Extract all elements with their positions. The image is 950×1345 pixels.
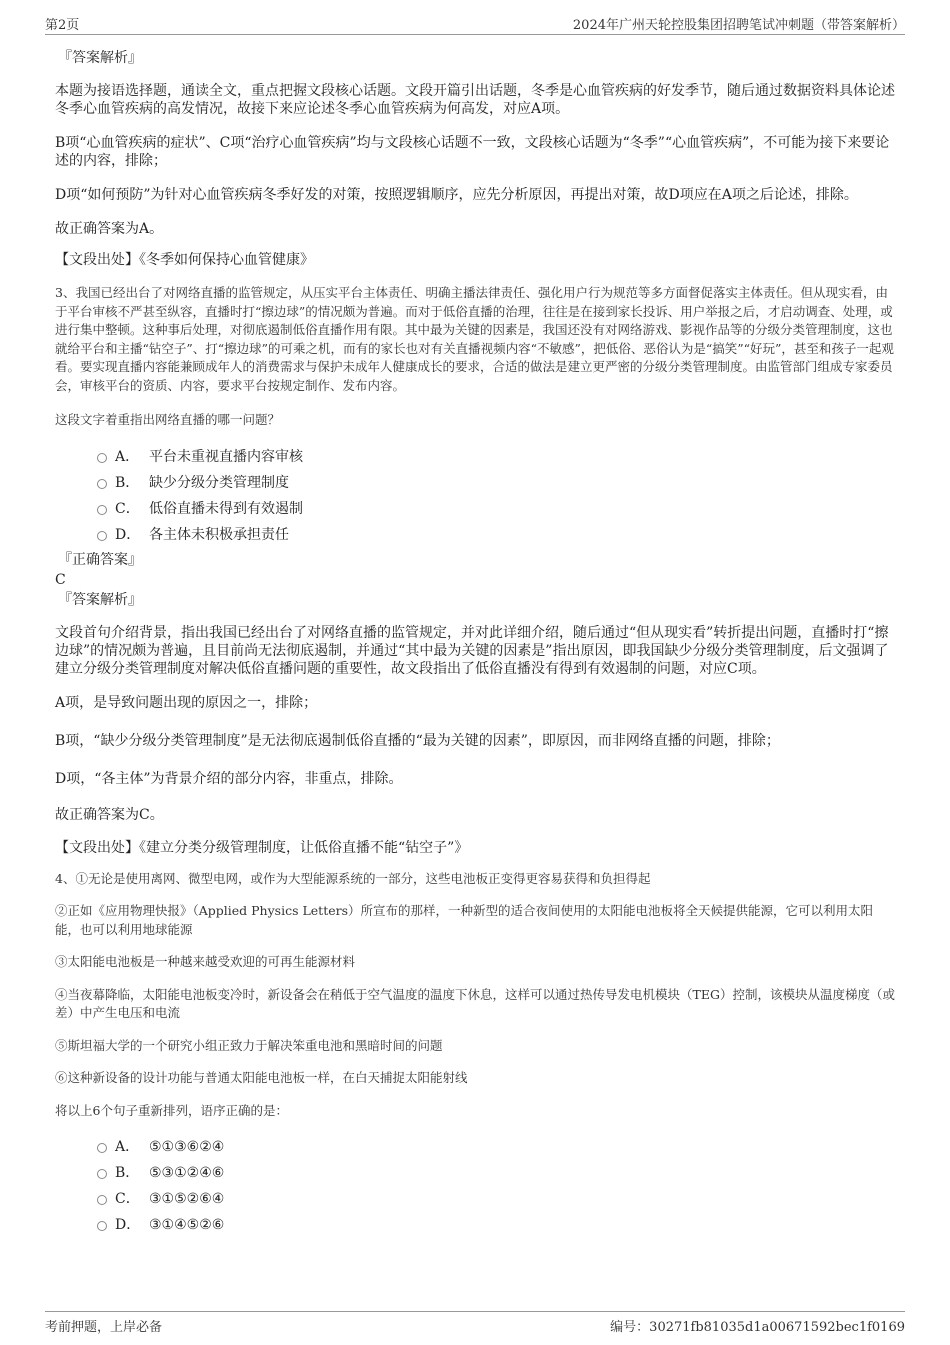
radio-icon[interactable] <box>97 1195 107 1205</box>
option-c[interactable]: C． 低俗直播未得到有效遏制 <box>97 496 895 522</box>
analysis-conclusion: 故正确答案为C。 <box>55 806 164 823</box>
analysis-label: 『答案解析』 <box>58 591 142 608</box>
option-c[interactable]: C． ③①⑤②⑥④ <box>97 1186 895 1212</box>
radio-icon[interactable] <box>97 1169 107 1179</box>
option-d[interactable]: D． 各主体未积极承担责任 <box>97 522 895 548</box>
page-content <box>55 46 895 1238</box>
sentence-3: ③太阳能电池板是一种越来越受欢迎的可再生能源材料 <box>55 954 356 969</box>
analysis-paragraph: B项，“缺少分级分类管理制度”是无法彻底遏制低俗直播的“最为关键的因素”，即原因，而非网络直播的问题，排除； <box>55 732 780 749</box>
document-title: 2024年广州天轮控股集团招聘笔试冲刺题（带答案解析） <box>572 18 905 33</box>
radio-icon[interactable] <box>97 531 107 541</box>
option-list <box>97 444 895 548</box>
option-d[interactable]: D． ③①④⑤②⑥ <box>97 1212 895 1238</box>
radio-icon[interactable] <box>97 453 107 463</box>
sentence-4: ④当夜幕降临，太阳能电池板变冷时，新设备会在稍低于空气温度的温度下休息，这样可以通过热传导发电机模块（TEG）控制，该模块从温度梯度（或差）中产生电压和电流 <box>55 986 895 1020</box>
sentence-5: ⑤斯坦福大学的一个研究小组正致力于解决笨重电池和黑暗时间的问题 <box>55 1037 443 1053</box>
page-header <box>45 14 905 35</box>
option-a[interactable]: A． 平台未重视直播内容审核 <box>97 444 895 470</box>
sentence-6: ⑥这种新设备的设计功能与普通太阳能电池板一样，在白天捕捉太阳能射线 <box>55 1070 468 1085</box>
analysis-conclusion: 故正确答案为A。 <box>55 221 164 237</box>
page-number: 第2页 <box>45 18 80 33</box>
option-list <box>97 1134 895 1238</box>
radio-icon[interactable] <box>97 1143 107 1153</box>
sentence-1: 4、①无论是使用离网、微型电网，或作为大型能源系统的一部分，这些电池板正变得更容易获得和负担得起 <box>55 870 651 886</box>
document-id: 编号：30271fb81035d1a00671592bec1f0169 <box>610 1320 905 1335</box>
sentence-2: ②正如《应用物理快报》（Applied Physics Letters）所宣布的那样，一种新型的适合夜间使用的太阳能电池板将全天候提供能源，它可以利用太阳能，也可以利用地球能源 <box>55 903 874 937</box>
footer-slogan: 考前押题，上岸必备 <box>45 1320 163 1335</box>
analysis-paragraph: B项“心血管疾病的症状”、C项“治疗心血管疾病”均与文段核心话题不一致，文段核心话题为“冬季”“心血管疾病”，不可能为接下来要论述的内容，排除； <box>55 135 890 169</box>
radio-icon[interactable] <box>97 1221 107 1231</box>
analysis-paragraph: A项，是导致问题出现的原因之一，排除； <box>55 694 318 711</box>
analysis-label: 『答案解析』 <box>58 50 142 66</box>
radio-icon[interactable] <box>97 505 107 515</box>
option-a[interactable]: A． ⑤①③⑥②④ <box>97 1134 895 1160</box>
question-prompt: 这段文字着重指出网络直播的哪一问题？ <box>55 412 281 427</box>
passage-source: 【文段出处】《建立分类分级管理制度，让低俗直播不能“钻空子”》 <box>55 839 469 856</box>
question-prompt: 将以上6个句子重新排列，语序正确的是： <box>55 1102 288 1118</box>
option-b[interactable]: B． ⑤③①②④⑥ <box>97 1160 895 1186</box>
question-stem: 3、我国已经出台了对网络直播的监管规定，从压实平台主体责任、明确主播法律责任、强化用户行为规范等多方面督促落实主体责任。但从现实看，由于平台审核不严甚至纵容，直播时打“擦边球”的情况颇为普遍。而对于低俗直播的治理，往往是在接到家长投诉、用户举报之后，才启动调查、处理，或进行集中整顿。这种事后处理，对彻底遏制低俗直播作用有限。其中最为关键的因素是，我国还没有对网络游戏、影视作品等的分级分类管理制度，这也就给平台和主播“钻空子”、打“擦边球”的可乘之机，而有的家长也对有关直播视频内容“不敏感”，把低俗、恶俗认为是“搞笑”“好玩”，甚至和孩子一起观看。要实现直播内容能兼顾成年人的消费需求与保护未成年人健康成长的要求，合适的做法是建立更严密的分级分类管理制度。由监管部门组成专家委员会，审核平台的资质、内容，要求平台按规定制作、发布内容。 <box>55 285 894 393</box>
correct-answer-label: 『正确答案』 <box>58 551 142 568</box>
analysis-paragraph: 文段首句介绍背景，指出我国已经出台了对网络直播的监管规定，并对此详细介绍，随后通过“但从现实看”转折提出问题，直播时打“擦边球”的情况颇为普遍，且目前尚无法彻底遏制，并通过“其中最为关键的因素是”指出原因，即我国缺少分级分类管理制度，后文强调了建立分级分类管理制度对解决低俗直播问题的重要性，故文段指出了低俗直播没有得到有效遏制的问题，对应C项。 <box>55 624 889 677</box>
passage-source: 【文段出处】《冬季如何保持心血管健康》 <box>55 252 314 268</box>
analysis-paragraph: D项“如何预防”为针对心血管疾病冬季好发的对策，按照逻辑顺序，应先分析原因，再提出对策，故D项应在A项之后论述，排除。 <box>55 187 858 203</box>
analysis-paragraph: D项，“各主体”为背景介绍的部分内容，非重点，排除。 <box>55 770 403 787</box>
correct-answer: C <box>55 571 66 588</box>
radio-icon[interactable] <box>97 479 107 489</box>
analysis-paragraph: 本题为接语选择题，通读全文，重点把握文段核心话题。文段开篇引出话题，冬季是心血管疾病的好发季节，随后通过数据资料具体论述冬季心血管疾病的高发情况，故接下来应论述冬季心血管疾病为何高发，对应A项。 <box>55 83 895 117</box>
page-footer <box>45 1311 905 1337</box>
option-b[interactable]: B． 缺少分级分类管理制度 <box>97 470 895 496</box>
